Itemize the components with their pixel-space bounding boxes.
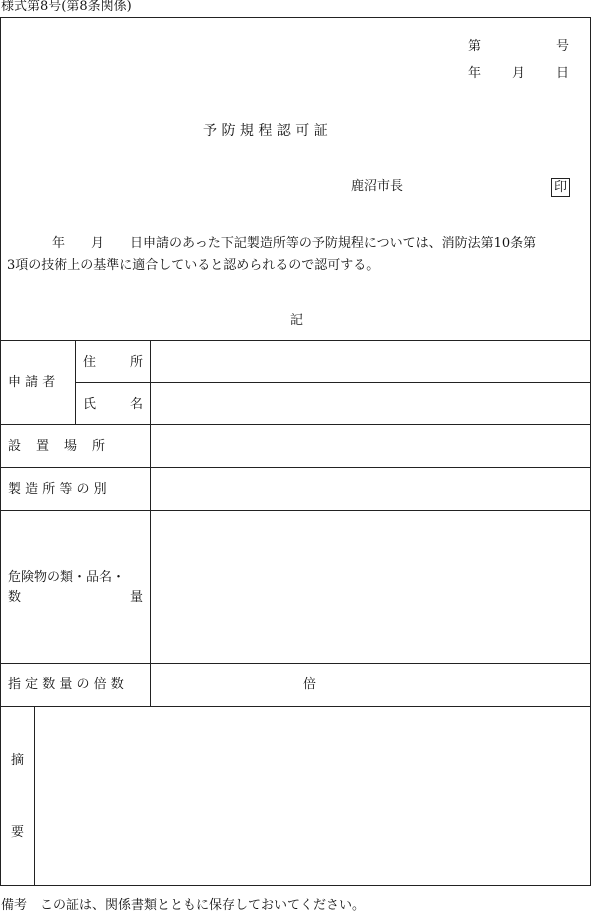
- summary-label-b: 要: [11, 825, 25, 840]
- address-label-a: 住: [83, 355, 97, 370]
- ki-label: 記: [290, 313, 304, 328]
- hazard-label-line2b: 量: [130, 590, 144, 605]
- column-divider: [75, 340, 76, 424]
- document-title: 予 防 規 程 認 可 証: [203, 123, 328, 139]
- name-label-a: 氏: [83, 397, 97, 412]
- body-line-1: 年 月 日申請のあった下記製造所等の予防規程については、消防法第10条第: [52, 236, 537, 251]
- multiple-unit: 倍: [303, 677, 317, 692]
- column-divider: [34, 706, 35, 886]
- row-divider: [0, 424, 591, 425]
- row-divider: [0, 663, 591, 664]
- row-divider: [0, 340, 591, 341]
- date-year: 年: [468, 66, 482, 81]
- row-divider: [0, 510, 591, 511]
- hazard-label-line1: 危険物の類・品名・: [8, 570, 126, 585]
- number-go: 号: [556, 39, 570, 54]
- form-number: 様式第8号(第8条関係): [1, 0, 132, 14]
- multiple-label: 指 定 数 量 の 倍 数: [8, 677, 124, 692]
- address-label-b: 所: [130, 355, 144, 370]
- seal-mark: 印: [551, 178, 570, 197]
- number-dai: 第: [468, 39, 482, 54]
- applicant-label: 申 請 者: [8, 375, 56, 390]
- row-divider: [0, 706, 591, 707]
- issuer-name: 鹿沼市長: [351, 179, 404, 194]
- body-line-2: 3項の技術上の基準に適合していると認められるので認可する。: [7, 258, 380, 273]
- row-divider: [0, 467, 591, 468]
- name-label-b: 名: [130, 397, 144, 412]
- date-month: 月: [512, 66, 526, 81]
- summary-label-a: 摘: [11, 753, 25, 768]
- row-divider: [75, 382, 591, 383]
- footer-note: 備考 この証は、関係書類とともに保存しておいてください。: [1, 898, 366, 913]
- facility-type-label: 製 造 所 等 の 別: [8, 482, 107, 497]
- date-day: 日: [556, 66, 570, 81]
- location-label: 設 置 場 所: [8, 439, 107, 454]
- hazard-label-line2a: 数: [8, 590, 22, 605]
- column-divider: [150, 340, 151, 706]
